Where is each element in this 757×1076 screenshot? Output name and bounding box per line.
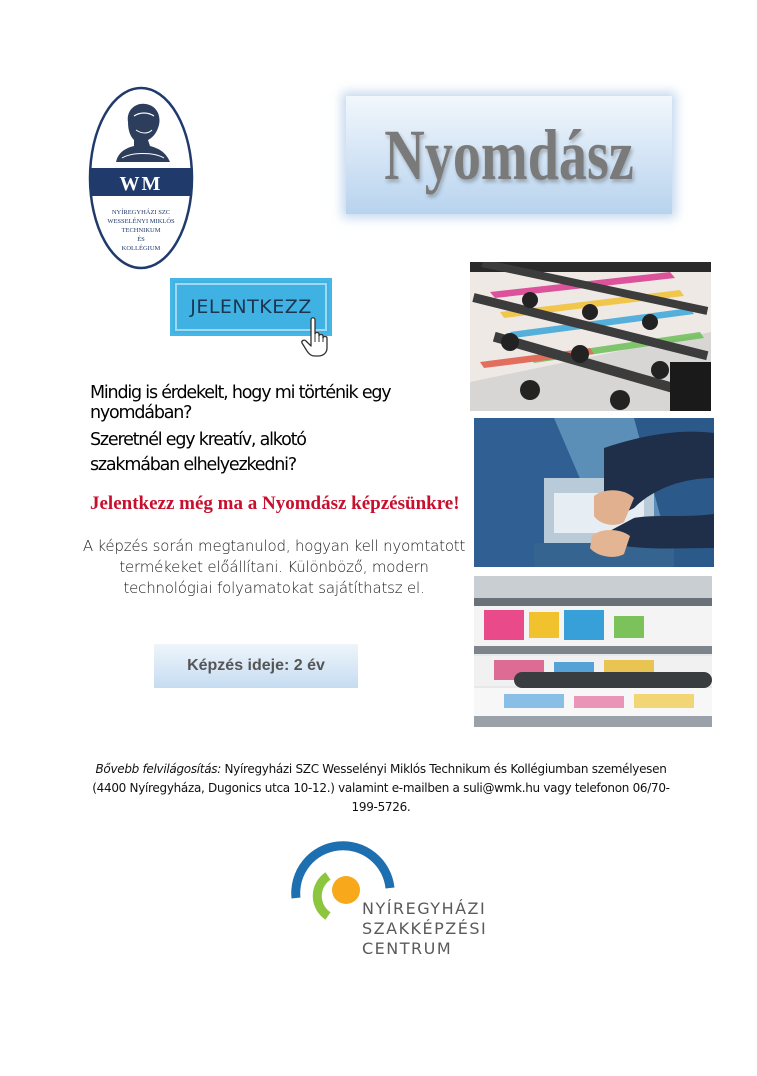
centre-logo-line-2: SZAKKÉPZÉSI [362,919,488,938]
school-logo-line-4: ÉS [137,236,145,243]
course-description: A képzés során megtanulod, hogyan kell nyomtatott termékeket előállítani. Különböző, modern technológiai folyamatokat sajátíthatsz el. [82,537,466,597]
print-line-photo [474,576,712,727]
school-logo-line-2: WESSELÉNYI MIKLÓS [107,218,175,225]
printing-press-rollers-photo [470,262,711,411]
printing-operator-photo [474,418,714,567]
duration-box [154,644,358,688]
hand-cursor-icon [300,316,330,358]
question-2: Szeretnél egy kreatív, alkotó szakmában elhelyezkedni? [90,430,306,475]
page-title: Nyomdász [384,114,634,195]
duration-label: Képzés ideje: 2 év [187,657,325,674]
school-logo-line-1: NYÍREGYHÁZI SZC [111,209,171,216]
contact-info [88,760,674,817]
school-logo [88,86,194,270]
contact-label: Bővebb felvilágosítás: [95,762,221,776]
school-logo-initials: WM [119,173,163,195]
question-1: Mindig is érdekelt, hogy mi történik egy nyomdában? [90,383,391,423]
contact-text: Nyíregyházi SZC Wesselényi Miklós Technikum és Kollégiumban személyesen (4400 Nyíregyháza, Dugonics utca 10-12.) valamint e-mailben a suli@wmk.hu vagy telefonon 06/70-199-5726. [92,762,670,814]
call-to-action: Jelentkezz még ma a Nyomdász képzésünkre! [90,493,460,514]
school-logo-line-5: KOLLÉGIUM [121,245,161,252]
school-logo-line-3: TECHNIKUM [121,227,161,234]
centre-logo-line-1: NYÍREGYHÁZI [362,899,487,918]
apply-button-label: JELENTKEZZ [190,296,312,318]
centre-logo-line-3: CENTRUM [362,939,453,958]
